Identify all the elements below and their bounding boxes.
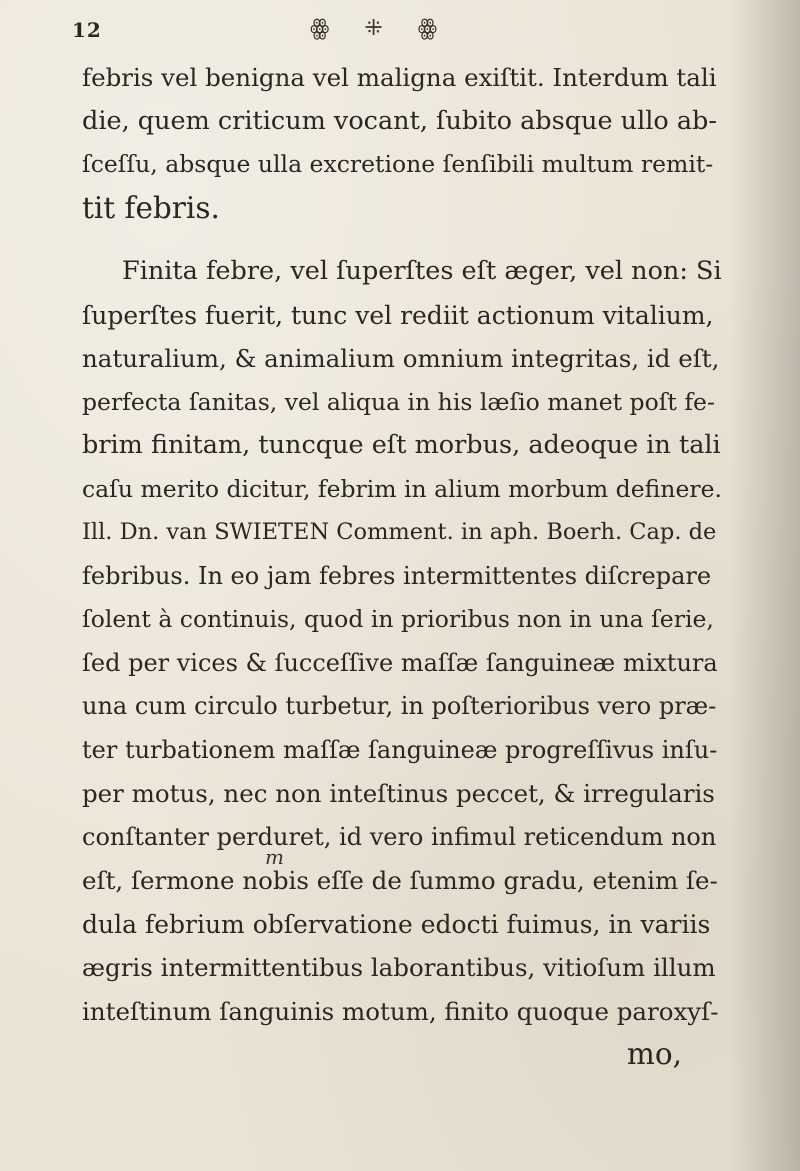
page-header [72, 18, 712, 58]
page-number: 12 [72, 18, 102, 42]
text-line: eſt, ſermone nobis eſſe de ſummo gradu, etenim ſe- [82, 866, 718, 895]
text-line: ſuperſtes fuerit, tunc vel rediit actionum vitalium, [82, 300, 714, 330]
text-line: una cum circulo turbetur, in poſterioribus vero præ- [82, 692, 717, 720]
text-line: brim finitam, tuncque eſt morbus, adeoque in tali [82, 430, 721, 460]
header-ornament: ꙮ ⁜ ꙮ [310, 16, 452, 41]
text-line: ægris intermittentibus laborantibus, vitioſum illum [82, 953, 716, 982]
text-line: per motus, nec non inteſtinus peccet, & irregularis [82, 779, 715, 808]
text-line: die, quem criticum vocant, ſubito absque ullo ab- [82, 105, 717, 136]
text-line: conſtanter perduret, id vero infimul reticendum non [82, 822, 717, 851]
text-line: Ill. Dn. van SWIETEN Comment. in aph. Boerh. Cap. de [82, 519, 717, 545]
text-line: caſu merito dicitur, febrim in alium morbum definere. [82, 474, 722, 503]
text-line: ſolent à continuis, quod in prioribus non in una ſerie, [82, 605, 714, 633]
handwritten-annotation: m [265, 845, 284, 869]
text-line: dula febrium obſervatione edocti fuimus, in variis [82, 909, 711, 939]
text-line: perfecta ſanitas, vel aliqua in his læſio manet poſt fe- [82, 387, 715, 416]
text-line: naturalium, & animalium omnium integritas, id eſt, [82, 344, 720, 373]
paragraph-2 [82, 250, 722, 1077]
body-text [82, 56, 722, 1077]
text-line: Finita febre, vel ſuperſtes eſt æger, vel non: Si [122, 256, 722, 286]
text-line: inteſtinum ſanguinis motum, finito quoque paroxyſ- [82, 996, 719, 1026]
text-line: ter turbationem maſſæ ſanguineæ progreſſivus inſu- [82, 735, 718, 764]
paragraph-gap [82, 230, 722, 250]
paragraph-1 [82, 56, 722, 230]
text-line: febribus. In eo jam febres intermittentes diſcrepare [82, 561, 712, 590]
text-line: tit febris. [82, 190, 220, 225]
catchword: mo, [626, 1037, 682, 1071]
text-line: ſed per vices & ſucceſſive maſſæ ſanguineæ mixtura [82, 648, 718, 677]
page-edge-shadow [730, 0, 800, 1171]
text-line: ſceſſu, absque ulla excretione ſenſibili multum remit- [82, 150, 714, 178]
text-line: febris vel benigna vel maligna exiſtit. Interdum tali [82, 63, 717, 92]
